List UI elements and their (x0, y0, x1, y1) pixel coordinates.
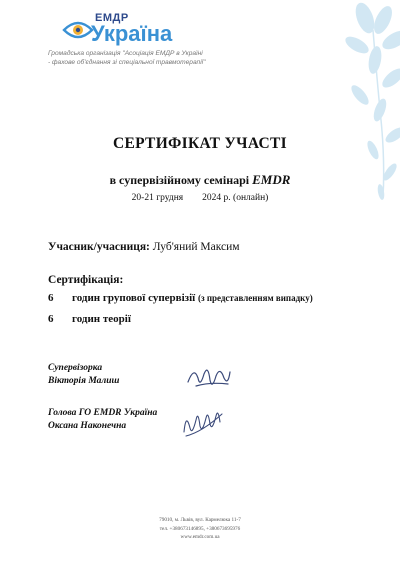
hours-note: (з представленням випадку) (197, 293, 313, 303)
seminar-dates: 20-21 грудня 2024 р. (онлайн) (131, 193, 269, 203)
certificate-subtitle (0, 172, 400, 188)
participant-name: Луб'яний Максим (149, 241, 240, 253)
signatory-name: Оксана Наконечна (48, 421, 127, 431)
eye-swirl-logo-icon (62, 14, 94, 44)
logo-text-emdr: ЕМДР (95, 12, 129, 24)
hours-description: годин теорії (72, 313, 131, 325)
certificate-title: СЕРТИФІКАТ УЧАСТІ (112, 135, 288, 152)
org-name-line-2: - фахове об'єднання зі спеціальної травмотерапії" (48, 59, 206, 66)
subtitle-prefix: в супервізійному семінарі (109, 173, 253, 187)
footer-contacts (0, 516, 400, 542)
certification-row (48, 313, 131, 325)
handwritten-signature-icon (184, 360, 234, 394)
participant-label: Учасник/учасниця: (48, 241, 150, 253)
org-name-line-1: Громадська організація "Асоціація ЕМДР в Україні (48, 50, 203, 57)
signatory-role: Супервізорка (48, 363, 103, 373)
subtitle-emdr: EMDR (252, 172, 291, 187)
signatory-name: Вікторія Малиш (48, 376, 120, 386)
certification-heading: Сертифікація: (48, 274, 124, 286)
footer-address: 79010, м. Львів, вул. Кармелюка 11-7 (159, 517, 241, 523)
certification-row (48, 292, 313, 304)
footer-website[interactable]: www.emdr.com.ua (180, 534, 220, 540)
hours-count: 6 (48, 292, 54, 304)
logo-text-ukraine: Україна (91, 21, 173, 46)
participant-line (48, 241, 240, 253)
signatory-role: Голова ГО EMDR Україна (48, 408, 158, 418)
footer-phone: тел. +380673146895, +380673695976 (159, 525, 241, 532)
chair-signature-block (48, 407, 157, 433)
handwritten-signature-icon (178, 402, 228, 442)
hours-count: 6 (48, 313, 54, 325)
floral-ornament-icon (285, 0, 400, 200)
supervisor-signature-block (48, 362, 119, 388)
hours-description: годин групової супервізії (72, 292, 198, 304)
